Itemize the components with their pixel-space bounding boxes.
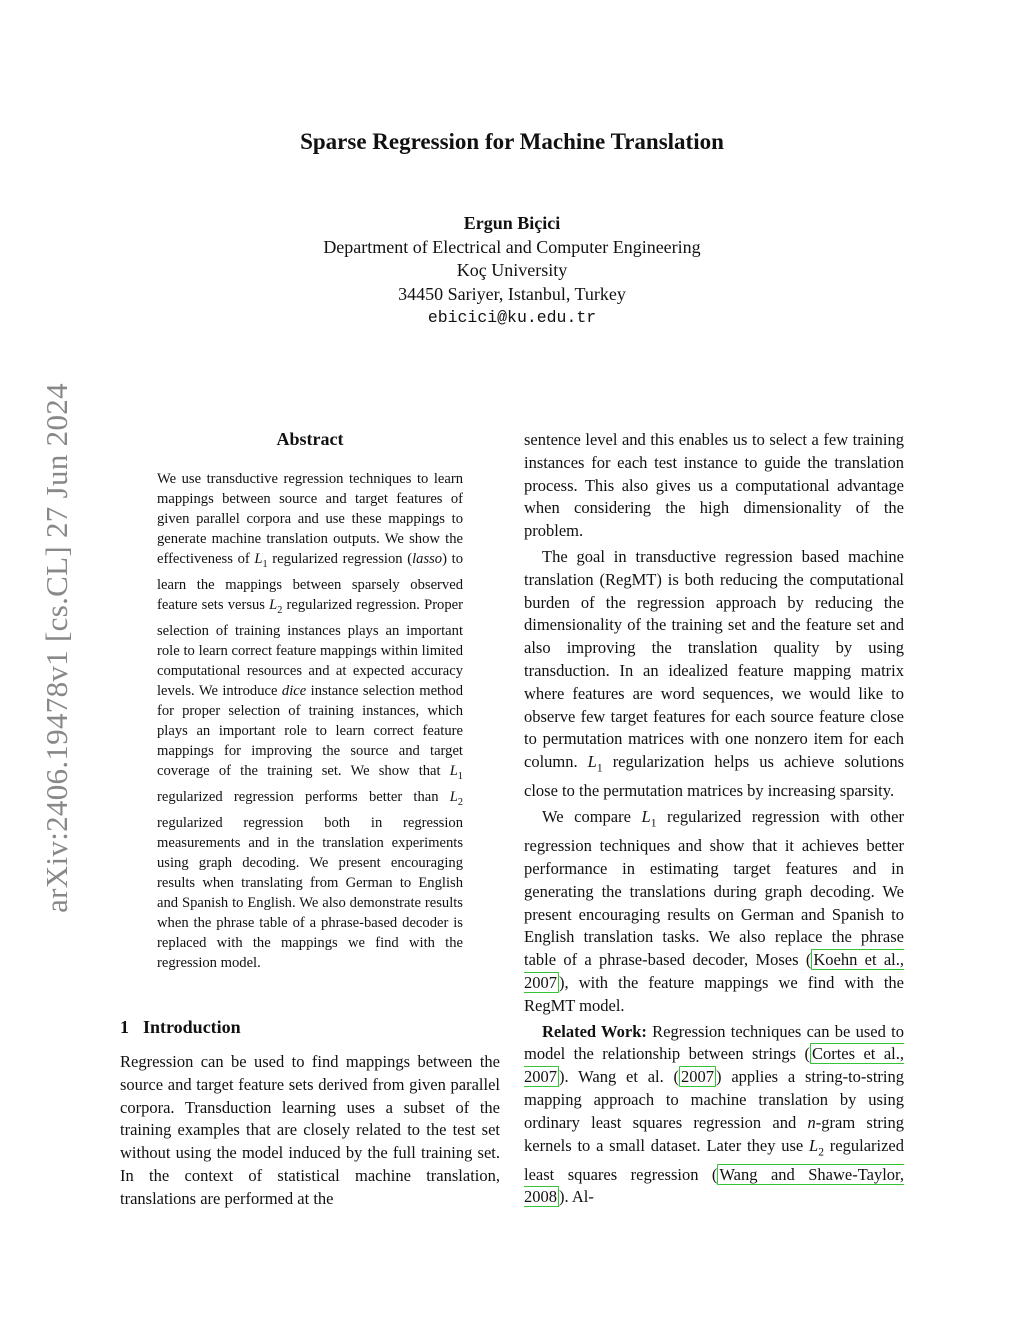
l1-symbol: $L_1$: [587, 752, 603, 775]
ngram-variable: n: [807, 1112, 816, 1132]
arxiv-identifier: arXiv:2406.19478v1 [cs.CL] 27 Jun 2024: [39, 383, 74, 913]
author-university: Koç University: [456, 260, 568, 280]
author-address: 34450 Sariyer, Istanbul, Turkey: [398, 283, 626, 304]
citation-link[interactable]: Koehn et al., 2007: [524, 950, 904, 992]
l1-symbol: $L_1$: [449, 762, 463, 782]
paragraph: Related Work: Regression techniques can be used to model the relationship between strings ( Cortes et al., 2007 ). Wang et al. ( 2007 ) applies a string-to-string mapping approach to machine translation by using ordinary least squares regression and n-gram string kernels to a small dataset. Later they use $L_2$ regularized least squares regression ( Wang and Shawe-Taylor, 2008 ). Al-: [524, 1021, 904, 1207]
introduction-text: Regression can be used to find mappings between the source and target feature sets derived from given parallel corpora. Transduction learning uses a subset of the training examples that are closely related to the test set without using the model induced by the full training set. In the context of statistical machine translation, translations are performed at the: [120, 1052, 500, 1208]
citation-link[interactable]: Wang and Shawe-Taylor, 2008: [524, 1164, 904, 1207]
author-email[interactable]: ebicici@ku.edu.tr: [427, 308, 597, 327]
paragraph: The goal in transductive regression based machine translation (RegMT) is both reducing the computational burden of the regression approach by reducing the dimensionality of the training set and the feature set and also improving the translation quality by using transduction. In an idealized feature mapping matrix where features are word sequences, we would like to observe few target features for each source feature close to permutation matrices with one nonzero item for each column. $L_1$ regularization helps us achieve solutions close to the permutation matrices by increasing sparsity.: [524, 546, 904, 801]
author-block: [0, 212, 1024, 330]
paragraph: We compare $L_1$ regularized regression with other regression techniques and show that it achieves better performance in estimating target features and in generating the translations during graph decoding. We present encouraging results on German and Spanish to English translation tasks. We also replace the phrase table of a phrase-based decoder, Moses ( Koehn et al., 2007 ), with the feature mappings we find with the RegMT model.: [524, 807, 904, 1015]
section-heading-introduction: 1 Introduction: [120, 1017, 241, 1037]
l1-symbol: $L_1$: [641, 807, 657, 830]
lasso-term: lasso: [412, 551, 443, 567]
l2-symbol: $L_2$: [809, 1135, 824, 1158]
author-department: Department of Electrical and Computer Engineering: [323, 236, 701, 257]
abstract-heading: Abstract: [276, 429, 344, 449]
citation-link[interactable]: Cortes et al., 2007: [524, 1044, 904, 1087]
paper-title: Sparse Regression for Machine Translation: [300, 129, 724, 154]
abstract-body: We use transductive regression techniques to learn mappings between source and target features of given parallel corpora and use these mappings to generate machine translation outputs. We show the effectiveness of $L_1$ regularized regression (lasso) to learn the mappings between sparsely observed feature sets versus $L_2$ regularized regression. Proper selection of training instances plays an important role to learn correct feature mappings within limited computational resources and at expected accuracy levels. We introduce dice instance selection method for proper selection of training instances, which plays an important role to learn correct feature mappings for improving the source and target coverage of the training set. We show that $L_1$ regularized regression performs better than $L_2$ regularized regression both in regression measurements and in the translation experiments using graph decoding. We present encouraging results when translating from German to English and Spanish to English. We also demonstrate results when the phrase table of a phrase-based decoder is replaced with the mappings we find with the regression model.: [157, 471, 463, 971]
dice-term: dice: [281, 682, 307, 699]
l1-symbol: $L_1$: [254, 551, 268, 570]
author-name: Ergun Biçici: [463, 213, 561, 233]
paragraph: sentence level and this enables us to select a few training instances for each test instance to guide the translation process. This also gives us a computational advantage when considering the high dimensionality of the problem.: [524, 430, 904, 541]
l2-symbol: $L_2$: [269, 596, 283, 616]
right-column: [524, 429, 904, 1212]
citation-link[interactable]: 2007: [681, 1067, 715, 1087]
l2-symbol: $L_2$: [449, 788, 463, 808]
related-work-label: Related Work:: [542, 1021, 647, 1041]
